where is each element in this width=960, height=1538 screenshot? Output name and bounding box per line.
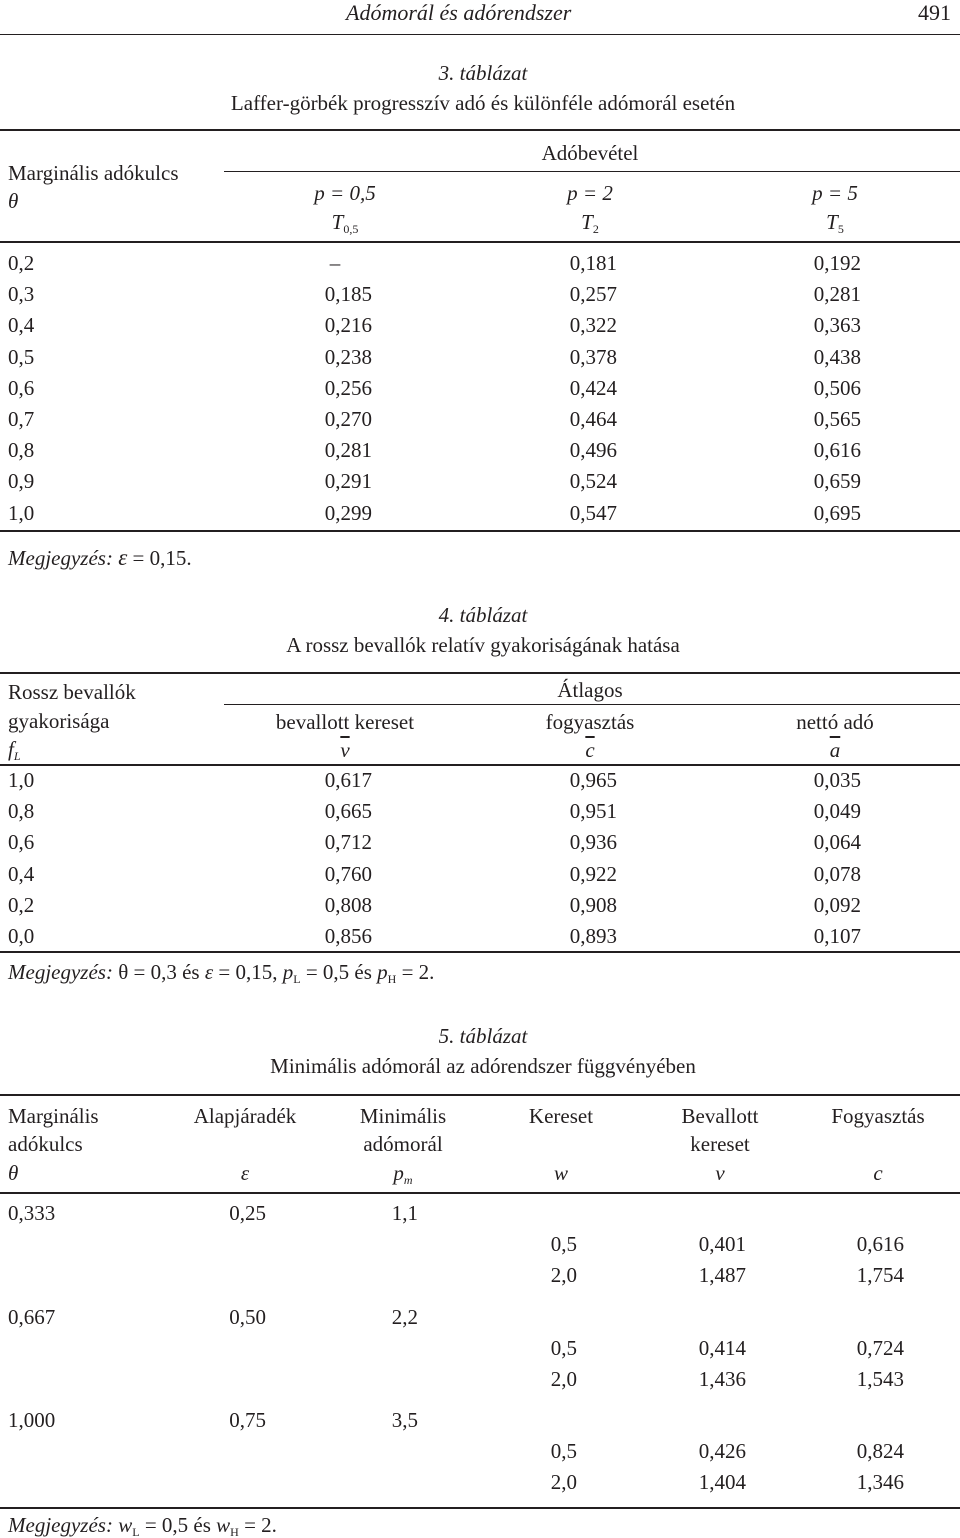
table3-col-T-symbol: T bbox=[331, 210, 344, 234]
table4-cell-freq: 1,0 bbox=[8, 768, 35, 792]
table3-cell-theta: 0,9 bbox=[8, 469, 35, 494]
table5-cell: 0,5 bbox=[550, 1336, 577, 1360]
table3-col-T-subscript: 0,5 bbox=[343, 222, 359, 236]
table5-head-line1: Bevallott bbox=[681, 1104, 759, 1128]
table3-cell: 0,185 bbox=[324, 282, 372, 307]
table3-cell: 0,695 bbox=[813, 500, 861, 525]
table4-cell: 0,965 bbox=[569, 768, 617, 792]
table4-cell: 0,856 bbox=[324, 924, 372, 948]
table3-col-T bbox=[265, 210, 425, 236]
table4-note-part: θ = 0,3 és bbox=[118, 960, 205, 984]
table4-note-text bbox=[118, 960, 434, 984]
table5-head-symbol-sub: m bbox=[403, 1173, 413, 1187]
table3-cell: 0,659 bbox=[813, 469, 861, 494]
table3-head-rule bbox=[0, 241, 960, 243]
table5-cell: 0,824 bbox=[856, 1439, 904, 1463]
table4-cell: 0,107 bbox=[813, 924, 861, 948]
table5-cell: 0,414 bbox=[698, 1336, 746, 1360]
table5-head-symbol-char: ε bbox=[240, 1161, 250, 1185]
table4-note-label: Megjegyzés: bbox=[8, 960, 113, 984]
table4-cell: 0,936 bbox=[569, 830, 617, 855]
table4-cell: 0,049 bbox=[813, 799, 861, 824]
table4-cell: 0,951 bbox=[569, 799, 617, 824]
table5-cell: 1,754 bbox=[856, 1263, 904, 1287]
table5-head-symbol bbox=[471, 1163, 651, 1184]
table5-cell-theta: 0,333 bbox=[8, 1201, 56, 1225]
table3-cell-theta: 0,5 bbox=[8, 344, 35, 369]
table5-head-symbol bbox=[313, 1161, 493, 1187]
table5-head-symbol bbox=[8, 1163, 18, 1184]
table3-cell: 0,281 bbox=[813, 282, 861, 307]
table5-cell: 1,487 bbox=[698, 1263, 746, 1287]
table4-col-symbol: $\overline{a}$ bbox=[829, 738, 841, 762]
table5-cell: 1,404 bbox=[698, 1470, 746, 1494]
table5-head-symbol-char: w bbox=[553, 1161, 568, 1185]
table4-col-symbol: $\overline{v}$ bbox=[340, 738, 350, 762]
table3-cell: 0,565 bbox=[813, 407, 861, 431]
table4-col-label: bevallott kereset bbox=[275, 710, 415, 734]
table3-bottom-rule bbox=[0, 530, 960, 532]
table5-head-line1: Minimális bbox=[359, 1104, 447, 1128]
table5-note bbox=[8, 1515, 277, 1536]
table4-cell: 0,092 bbox=[813, 892, 861, 917]
table3-row-head: Marginális adókulcs bbox=[8, 161, 179, 185]
table3-cell: 0,238 bbox=[324, 344, 372, 369]
table3-cell: 0,281 bbox=[324, 438, 372, 463]
table4-note-part: = 0,5 és bbox=[300, 960, 378, 984]
table5-cell-theta: 1,000 bbox=[8, 1408, 56, 1432]
table3-cell: 0,181 bbox=[569, 251, 617, 275]
table5-cell: 0,5 bbox=[550, 1232, 577, 1256]
table4-cell-freq: 0,4 bbox=[8, 861, 35, 886]
table4-cell: 0,712 bbox=[324, 830, 372, 855]
table3-cell: 0,547 bbox=[569, 500, 617, 525]
running-header-title: Adómorál és adórendszer bbox=[346, 0, 572, 25]
table3-col-p: p = 2 bbox=[567, 181, 613, 205]
table5-head-symbol-char: p bbox=[393, 1161, 404, 1185]
table3-col-T-symbol: T bbox=[826, 210, 838, 234]
table5-cell: 0,724 bbox=[856, 1336, 904, 1360]
table3-cell: 0,438 bbox=[813, 344, 861, 369]
table4-note-part: p bbox=[282, 960, 294, 984]
table3-col-T bbox=[510, 210, 670, 236]
table5-note-part: = 2. bbox=[238, 1513, 277, 1537]
table3-cell: 0,524 bbox=[569, 469, 617, 494]
table4-label: 4. táblázat bbox=[438, 603, 528, 627]
table5-note-part: L bbox=[132, 1525, 140, 1538]
table5-head-symbol bbox=[155, 1163, 335, 1184]
table3-col-p: p = 0,5 bbox=[314, 181, 376, 205]
table5-head-line1: Alapjáradék bbox=[193, 1104, 297, 1128]
table3-note-eps: ε bbox=[118, 545, 128, 570]
table3-cell: 0,322 bbox=[569, 313, 617, 338]
table3-cell: 0,616 bbox=[813, 438, 861, 463]
table5-note-label: Megjegyzés: bbox=[8, 1513, 113, 1537]
table4-cell: 0,922 bbox=[569, 861, 617, 886]
table3-col-group: Adóbevétel bbox=[541, 141, 639, 165]
table3-cell: 0,464 bbox=[569, 407, 617, 431]
table4-cell-freq: 0,6 bbox=[8, 830, 35, 855]
table5-cell: 2,0 bbox=[550, 1470, 577, 1494]
table5-top-rule bbox=[0, 1094, 960, 1096]
table4-top-rule bbox=[0, 672, 960, 674]
table3-cell: 0,506 bbox=[813, 375, 861, 400]
table4-cell: 0,665 bbox=[324, 799, 372, 824]
table3-col-T-subscript: 2 bbox=[592, 222, 599, 236]
table5-head-line2: kereset bbox=[690, 1132, 750, 1156]
table3-cell-theta: 0,3 bbox=[8, 282, 35, 307]
table3-cell: 0,496 bbox=[569, 438, 617, 463]
table5-head-line2: adókulcs bbox=[8, 1132, 83, 1156]
table5-cell: 0,426 bbox=[698, 1439, 746, 1463]
table4-cell: 0,078 bbox=[813, 861, 861, 886]
table4-row-head-2: gyakorisága bbox=[8, 709, 110, 733]
table3-col-T-symbol: T bbox=[581, 210, 593, 234]
table4-bottom-rule bbox=[0, 951, 960, 953]
table4-col-group: Átlagos bbox=[557, 678, 623, 702]
table3-cell: 0,192 bbox=[813, 251, 861, 275]
table3-title: Laffer-görbék progresszív adó és különféle adómorál esetén bbox=[230, 91, 736, 115]
table5-cell: 0,5 bbox=[550, 1439, 577, 1463]
table5-bottom-rule bbox=[0, 1507, 960, 1509]
table5-cell-theta: 0,667 bbox=[8, 1305, 56, 1329]
table3-theta-symbol: θ bbox=[8, 189, 19, 213]
table5-note-part: w bbox=[118, 1513, 133, 1537]
table3-cell: 0,257 bbox=[569, 282, 617, 307]
table4-row-head-1: Rossz bevallók bbox=[8, 680, 136, 704]
table5-cell-pm: 3,5 bbox=[391, 1408, 418, 1432]
table5-head-symbol-char: θ bbox=[8, 1161, 19, 1185]
page-number: 491 bbox=[918, 0, 951, 25]
table3-note bbox=[8, 546, 192, 569]
table5-note-text bbox=[118, 1513, 277, 1537]
table5-head-line2: adómorál bbox=[363, 1132, 443, 1156]
table4-cell: 0,908 bbox=[569, 892, 617, 917]
table5-note-part: w bbox=[216, 1513, 231, 1537]
table4-note-part: = 2. bbox=[396, 960, 435, 984]
table3-cell: 0,378 bbox=[569, 344, 617, 369]
table3-note-value: = 0,15. bbox=[132, 546, 192, 570]
table4-cell: 0,760 bbox=[324, 861, 372, 886]
table3-cell-theta: 0,7 bbox=[8, 407, 35, 431]
table5-cell: 1,436 bbox=[698, 1367, 746, 1391]
table5-cell-pm: 2,2 bbox=[391, 1305, 418, 1329]
table3-col-T-subscript: 5 bbox=[837, 222, 844, 236]
table4-note bbox=[8, 960, 435, 986]
table4-note-part: H bbox=[387, 972, 397, 986]
table4-cell-freq: 0,8 bbox=[8, 799, 35, 824]
table4-note-part: p bbox=[377, 960, 388, 984]
table5-head-line1: Marginális bbox=[8, 1104, 99, 1128]
table5-head-symbol-char: c bbox=[873, 1161, 883, 1185]
table5-cell-eps: 0,25 bbox=[229, 1201, 266, 1225]
table4-cell: 0,893 bbox=[569, 924, 617, 948]
table5-cell-pm: 1,1 bbox=[391, 1201, 418, 1225]
table3-cell: 0,216 bbox=[324, 313, 372, 338]
table5-note-part: = 0,5 és bbox=[139, 1513, 217, 1537]
table3-cell-theta: 0,6 bbox=[8, 375, 35, 400]
table4-row-head-symbol: $f_L$ bbox=[8, 737, 21, 763]
table4-head-rule bbox=[0, 764, 960, 766]
table3-cell: 0,363 bbox=[813, 313, 861, 338]
table4-cell: 0,617 bbox=[324, 768, 372, 792]
table4-group-rule bbox=[224, 704, 960, 705]
table4-cell: 0,808 bbox=[324, 892, 372, 917]
table5-cell: 0,401 bbox=[698, 1232, 746, 1256]
table5-cell: 2,0 bbox=[550, 1367, 577, 1391]
table3-group-rule bbox=[224, 171, 960, 172]
table4-note-part: = 0,15, bbox=[213, 960, 283, 984]
table5-label: 5. táblázat bbox=[438, 1024, 528, 1048]
table4-cell: 0,064 bbox=[813, 830, 861, 855]
table4-col-symbol: $\overline{c}$ bbox=[585, 738, 595, 762]
table5-head-line1: Fogyasztás bbox=[831, 1104, 925, 1128]
table5-note-part: H bbox=[230, 1525, 239, 1538]
table3-cell-theta: 0,4 bbox=[8, 313, 35, 338]
table3-cell-dash: – bbox=[329, 251, 341, 275]
table5-cell-eps: 0,75 bbox=[229, 1408, 266, 1432]
header-rule bbox=[0, 34, 960, 35]
table4-col-label: nettó adó bbox=[796, 710, 874, 734]
table5-head-symbol bbox=[630, 1163, 810, 1184]
table5-title: Minimális adómorál az adórendszer függvényében bbox=[270, 1054, 696, 1078]
table4-title: A rossz bevallók relatív gyakoriságának hatása bbox=[286, 633, 680, 657]
table5-cell: 2,0 bbox=[550, 1263, 577, 1287]
table3-cell-theta: 0,8 bbox=[8, 438, 35, 463]
table4-cell-freq: 0,2 bbox=[8, 892, 35, 917]
table4-cell-freq: 0,0 bbox=[8, 924, 35, 948]
table3-cell: 0,291 bbox=[324, 469, 372, 494]
table3-cell: 0,270 bbox=[324, 407, 372, 431]
table5-head-line1: Kereset bbox=[528, 1104, 594, 1128]
table3-col-p: p = 5 bbox=[812, 181, 858, 205]
table3-top-rule bbox=[0, 129, 960, 131]
table3-col-T bbox=[755, 210, 915, 236]
table4-note-part: ε bbox=[204, 960, 214, 984]
table3-cell: 0,424 bbox=[569, 375, 617, 400]
table5-head-symbol bbox=[788, 1163, 960, 1184]
table5-cell: 1,543 bbox=[856, 1367, 904, 1391]
table5-head-symbol-char: v bbox=[715, 1161, 725, 1185]
table5-cell: 1,346 bbox=[856, 1470, 904, 1494]
table4-note-part: L bbox=[293, 972, 301, 986]
table3-note-label: Megjegyzés: bbox=[8, 546, 113, 570]
table3-cell-theta: 1,0 bbox=[8, 500, 35, 525]
table3-cell-theta: 0,2 bbox=[8, 251, 35, 275]
table3-cell: 0,299 bbox=[324, 500, 372, 525]
table5-cell: 0,616 bbox=[856, 1232, 904, 1256]
table4-col-label: fogyasztás bbox=[545, 710, 635, 734]
table5-cell-eps: 0,50 bbox=[229, 1305, 266, 1329]
table4-cell: 0,035 bbox=[813, 768, 861, 792]
table3-cell: 0,256 bbox=[324, 375, 372, 400]
table5-head-rule bbox=[0, 1192, 960, 1194]
table3-label: 3. táblázat bbox=[438, 61, 528, 85]
